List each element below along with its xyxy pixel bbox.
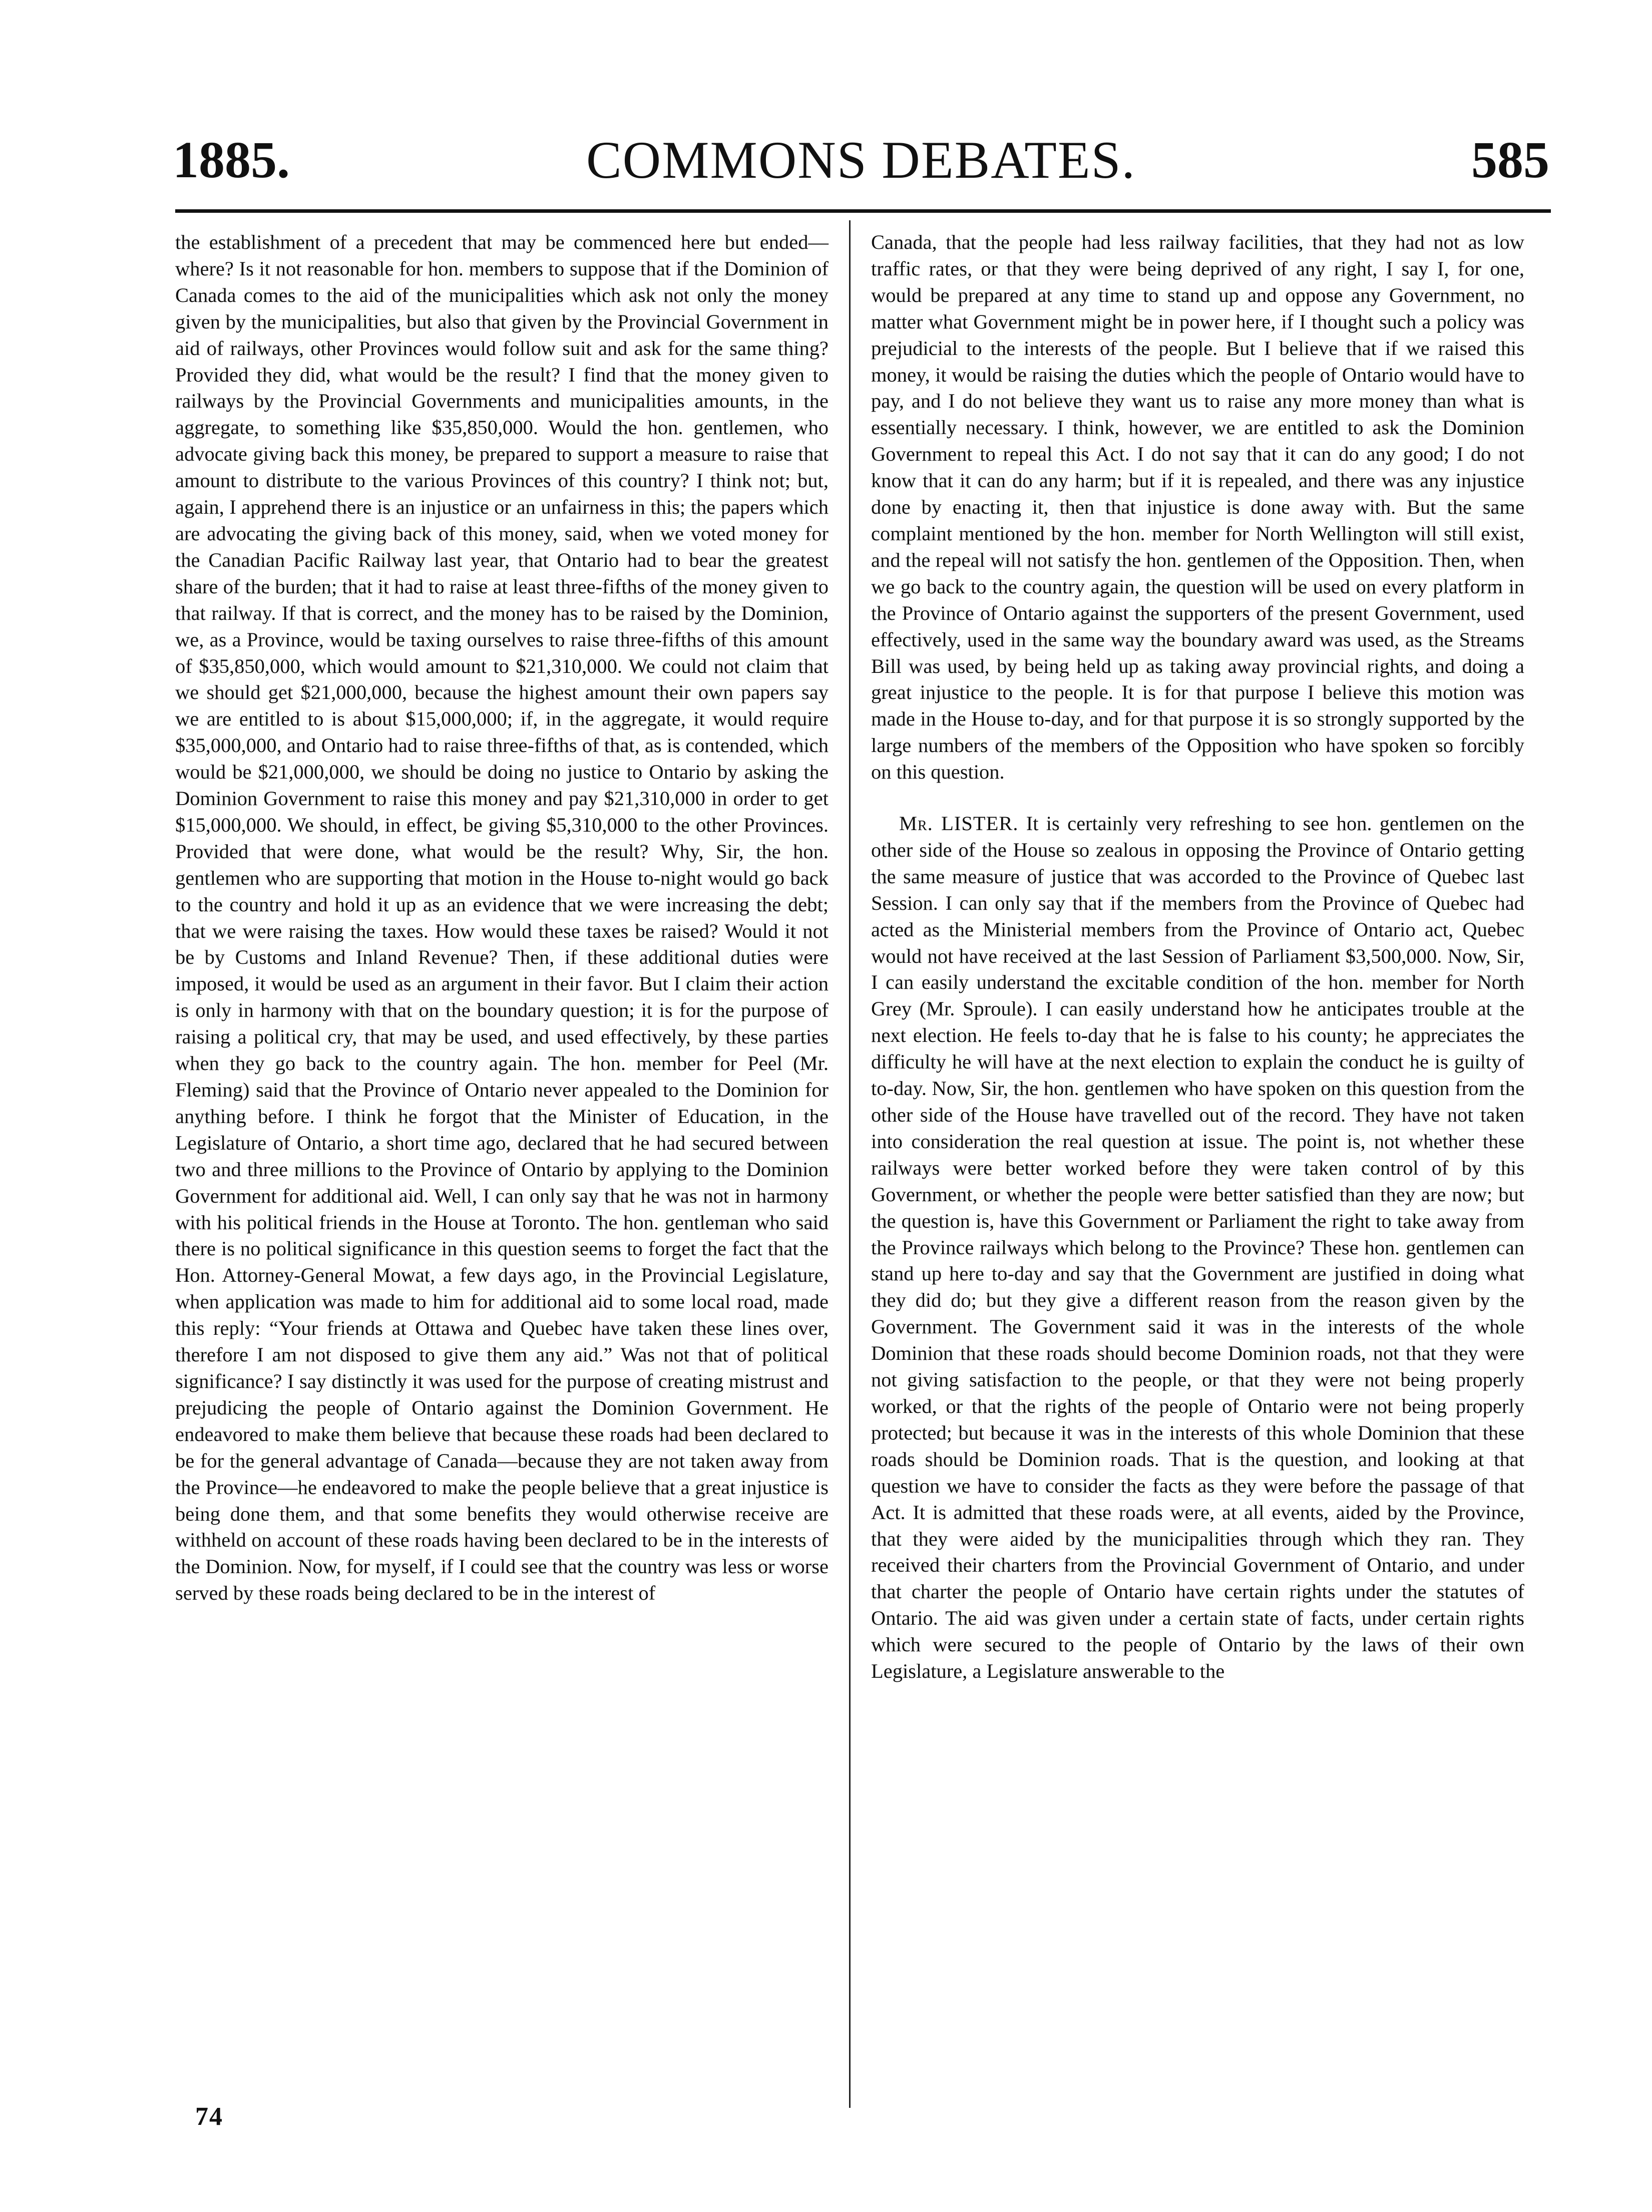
speech-text: It is certainly very refreshing to see hon. gentlemen on the other side of the House so zealous in opposing the Province of Ontario getting the same measure of justice that was accorded to the Province of Quebec last Session. I can only say that if the members from the Province of Quebec had acted as the Ministerial members from the Province of Ontario act, Quebec would not have received at the last Session of Parliament $3,500,000. Now, Sir, I can easily understand the excitable condition of the hon. member for North Grey (Mr. Sproule). I can easily understand how he anticipates trouble at the next election. He feels to-day that he is false to his county; he appreciates the difficulty he will have at the next election to explain the conduct he is guilty of to-day. Now, Sir, the hon. gentlemen who have spoken on this question from the other side of the House have travelled out of the record. They have not taken into consideration the real question at issue. The point is, not whether these railways were better worked before they were taken control of by this Government, or whether the people were better satisfied than they are now; but the question is, have this Government or Parliament the right to take away from the Province railways which belong to the Province? These hon. gentlemen can stand up here to-day and say that the Government are justified in doing what they did do; but they give a different reason from the reason given by the Government. The Government said it was in the interests of the whole Dominion that these roads should become Dominion roads, not that they were not giving satisfaction to the people, or that they were not being properly worked, or that the rights of the people of Ontario were not being properly protected; but because it was in the interests of this whole Dominion that these roads should be Dominion roads. That is the question, and looking at that question we have to consider the facts as they were before the passage of that Act. It is admitted that these roads were, at all events, aided by the Province, that they were aided by the municipalities through which they ran. They received their charters from the Provincial Government of Ontario, and under that charter the people of Ontario have certain rights under the statutes of Ontario. The aid was given under a certain state of facts, under certain rights which were secured to the people of Ontario by the laws of their own Legislature, a Legislature answerable to the: [871, 812, 1524, 1683]
header-rule: [175, 209, 1551, 213]
right-column: [871, 229, 1524, 1685]
signature-mark: 74: [195, 2102, 223, 2131]
left-column-paragraph: the establishment of a precedent that may be commenced here but ended—where? Is it not reasonable for hon. members to suppose that if the Dominion of Canada comes to the aid of the municipalities which ask not only the money given by the municipalities, but also that given by the Provincial Government in aid of railways, other Provinces would follow suit and ask for the same thing? Provided they did, what would be the result? I find that the money given to railways by the Provincial Governments and municipalities amounts, in the aggregate, to something like $35,850,000. Would the hon. gentlemen, who advocate giving back this money, be prepared to support a measure to raise that amount to distribute to the various Provinces of this country? I think not; but, again, I apprehend there is an injustice or an unfairness in this; the papers which are advocating the giving back of this money, said, when we voted money for the Canadian Pacific Railway last year, that Ontario had to bear the greatest share of the burden; that it had to raise at least three-fifths of the money given to that railway. If that is correct, and the money has to be raised by the Dominion, we, as a Province, would be taxing ourselves to raise three-fifths of this amount of $35,850,000, which would amount to $21,310,000. We could not claim that we should get $21,000,000, because the highest amount their own papers say we are entitled to is about $15,000,000; if, in the aggregate, it would require $35,000,000, and Ontario had to raise three-fifths of that, as is contended, which would be $21,000,000, we should be doing no justice to Ontario by asking the Dominion Government to raise this money and pay $21,310,000 in order to get $15,000,000. We should, in effect, be giving $5,310,000 to the other Provinces. Provided that were done, what would be the result? Why, Sir, the hon. gentlemen who are supporting that motion in the House to-night would go back to the country and hold it up as an evidence that we were increasing the debt; that we were raising the taxes. How would these taxes be raised? Would it not be by Customs and Inland Revenue? Then, if these additional duties were imposed, it would be used as an argument in their favor. But I claim their action is only in harmony with that on the boundary question; it is for the purpose of raising a political cry, that may be used, and used effectively, by these parties when they go back to the country again. The hon. member for Peel (Mr. Fleming) said that the Province of Ontario never appealed to the Dominion for anything before. I think he forgot that the Minister of Education, in the Legislature of Ontario, a short time ago, declared that he had secured between two and three millions to the Province of Ontario by applying to the Dominion Government for additional aid. Well, I can only say that he was not in harmony with his political friends in the House at Toronto. The hon. gentleman who said there is no political significance in this question seems to forget the fact that the Hon. Attorney-General Mowat, a few days ago, in the Provincial Legislature, when application was made to him for additional aid to some local road, made this reply: “Your friends at Ottawa and Quebec have taken these lines over, therefore I am not disposed to give them any aid.” Was not that of political significance? I say distinctly it was used for the purpose of creating mistrust and prejudicing the people of Ontario against the Dominion Government. He endeavored to make them believe that because these roads had been declared to be for the general advantage of Canada—because they are not taken away from the Province—he endeavored to make the people believe that a great injustice is being done them, and that some benefits they would otherwise receive are withheld on account of these roads having been declared to be in the interests of the Dominion. Now, for myself, if I could see that the country was less or worse served by these roads being declared to be in the interest of: [175, 231, 829, 1605]
header-year: 1885.: [173, 131, 290, 189]
left-column: [175, 229, 829, 1607]
page-header: [173, 128, 1549, 193]
header-page-number: 585: [1471, 131, 1549, 189]
right-column-continuation: Canada, that the people had less railway facilities, that they had not as low traffic rates, or that they were being deprived of any right, I say I, for one, would be prepared at any time to stand up and oppose any Government, no matter what Government might be in power here, if I thought such a policy was prejudicial to the interests of the people. But I believe that if we raised this money, it would be raising the duties which the people of Ontario would have to pay, and I do not believe they want us to raise any more money than what is essentially necessary. I think, however, we are entitled to ask the Dominion Government to repeal this Act. I do not say that it can do any good; I do not know that it can do any harm; but if it is repealed, and there was any injustice done by enacting it, then that injustice is done away with. But the same complaint mentioned by the hon. member for North Wellington will still exist, and the repeal will not satisfy the hon. gentlemen of the Opposition. Then, when we go back to the country again, the question will be used on every platform in the Province of Ontario against the supporters of the present Government, used effectively, used in the same way the boundary award was used, as the Streams Bill was used, by being held up as taking away provincial rights, and doing a great injustice to the people. It is for that purpose I believe this motion was made in the House to-day, and for that purpose it is so strongly supported by the large numbers of the members of the Opposition who have spoken so forcibly on this question.: [871, 231, 1524, 784]
lister-speech: [871, 811, 1524, 1685]
header-title: COMMONS DEBATES.: [586, 131, 1136, 189]
column-divider: [849, 220, 851, 2108]
speaker-name: Mr. LISTER.: [899, 812, 1019, 835]
